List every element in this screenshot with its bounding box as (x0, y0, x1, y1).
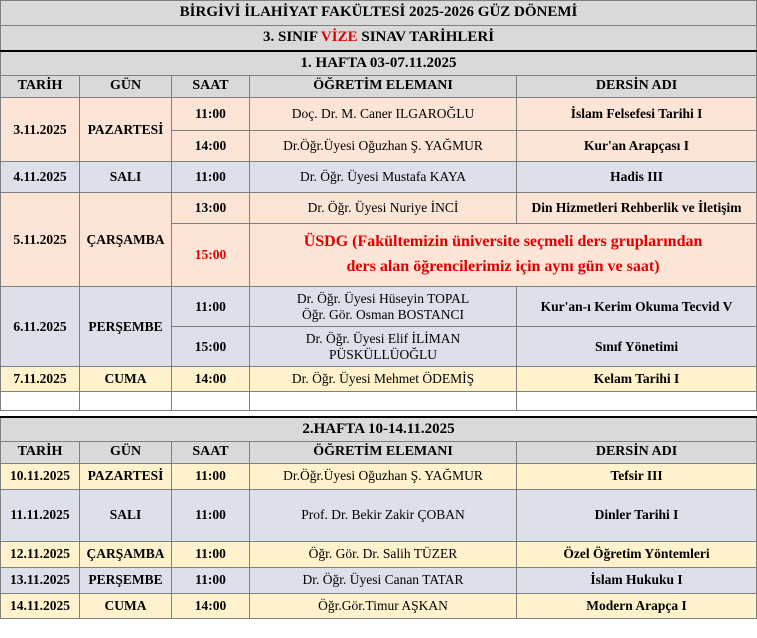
time-cell: 14:00 (172, 131, 250, 162)
time-cell: 13:00 (172, 193, 250, 224)
day-cell: PERŞEMBE (80, 287, 172, 367)
time-cell: 11:00 (172, 287, 250, 327)
table-row (1, 367, 757, 392)
day-cell: ÇARŞAMBA (80, 541, 172, 567)
course-cell: Kur'an-ı Kerim Okuma Tecvid V (517, 287, 757, 327)
instructor-cell: Dr. Öğr. Üyesi Mehmet ÖDEMİŞ (250, 367, 517, 392)
course-cell: Tefsir III (517, 463, 757, 489)
course-cell: İslam Felsefesi Tarihi I (517, 98, 757, 131)
day-cell: SALI (80, 489, 172, 541)
instructor-cell: Doç. Dr. M. Caner ILGAROĞLU (250, 98, 517, 131)
col-instructor-header: ÖĞRETİM ELEMANI (250, 76, 517, 98)
instructor-cell: Dr. Öğr. Üyesi Mustafa KAYA (250, 162, 517, 193)
table-row (1, 567, 757, 593)
time-cell: 14:00 (172, 367, 250, 392)
col-date-header: TARİH (1, 76, 80, 98)
time-cell: 11:00 (172, 98, 250, 131)
table-row (1, 463, 757, 489)
day-cell: CUMA (80, 367, 172, 392)
time-cell: 11:00 (172, 541, 250, 567)
course-cell: İslam Hukuku I (517, 567, 757, 593)
course-cell: Özel Öğretim Yöntemleri (517, 541, 757, 567)
col-instructor-header: ÖĞRETİM ELEMANI (250, 441, 517, 463)
date-cell: 12.11.2025 (1, 541, 80, 567)
day-cell: ÇARŞAMBA (80, 193, 172, 287)
time-cell: 15:00 (172, 224, 250, 287)
instructor-cell: Dr.Öğr.Üyesi Oğuzhan Ş. YAĞMUR (250, 463, 517, 489)
time-cell: 11:00 (172, 567, 250, 593)
instructor-cell: Öğr. Gör. Dr. Salih TÜZER (250, 541, 517, 567)
table-row (1, 541, 757, 567)
instructor-cell: Dr.Öğr.Üyesi Oğuzhan Ş. YAĞMUR (250, 131, 517, 162)
course-cell: Kur'an Arapçası I (517, 131, 757, 162)
col-date-header: TARİH (1, 441, 80, 463)
date-cell: 10.11.2025 (1, 463, 80, 489)
time-cell: 14:00 (172, 593, 250, 618)
time-cell: 11:00 (172, 463, 250, 489)
table-row (1, 193, 757, 224)
day-cell: SALI (80, 162, 172, 193)
header-line1: BİRGİVİ İLAHİYAT FAKÜLTESİ 2025-2026 GÜZ DÖNEMİ (1, 1, 757, 26)
col-day-header: GÜN (80, 441, 172, 463)
table-row (1, 162, 757, 193)
usdg-note-line1: ÜSDG (Fakültemizin üniversite seçmeli ders gruplarından (303, 233, 703, 251)
week2-title: 2.HAFTA 10-14.11.2025 (1, 417, 757, 441)
usdg-note-line2: ders alan öğrencilerimiz için aynı gün ve saat) (346, 258, 660, 275)
col-time-header: SAAT (172, 441, 250, 463)
course-cell: Kelam Tarihi I (517, 367, 757, 392)
day-cell: PAZARTESİ (80, 98, 172, 162)
col-time-header: SAAT (172, 76, 250, 98)
week1-title: 1. HAFTA 03-07.11.2025 (1, 51, 757, 76)
date-cell: 5.11.2025 (1, 193, 80, 287)
table-row (1, 287, 757, 327)
table-row (1, 593, 757, 618)
day-cell: PERŞEMBE (80, 567, 172, 593)
date-cell: 14.11.2025 (1, 593, 80, 618)
time-cell: 11:00 (172, 489, 250, 541)
spacer-row (1, 392, 757, 411)
course-cell: Sınıf Yönetimi (517, 327, 757, 367)
table-row (1, 98, 757, 131)
instructor-cell: Dr. Öğr. Üyesi Hüseyin TOPAL Öğr. Gör. Osman BOSTANCI (250, 287, 517, 327)
vize-label: VİZE (320, 29, 358, 46)
course-cell: Dinler Tarihi I (517, 489, 757, 541)
date-cell: 6.11.2025 (1, 287, 80, 367)
instructor-cell: Dr. Öğr. Üyesi Nuriye İNCİ (250, 193, 517, 224)
col-course-header: DERSİN ADI (517, 76, 757, 98)
date-cell: 11.11.2025 (1, 489, 80, 541)
date-cell: 7.11.2025 (1, 367, 80, 392)
date-cell: 4.11.2025 (1, 162, 80, 193)
header-line2: 3. SINIF VİZE SINAV TARİHLERİ (1, 26, 757, 51)
table-row (1, 489, 757, 541)
instructor-cell: Prof. Dr. Bekir Zakir ÇOBAN (250, 489, 517, 541)
week2-table (0, 416, 757, 619)
course-cell: Modern Arapça I (517, 593, 757, 618)
date-cell: 13.11.2025 (1, 567, 80, 593)
date-cell: 3.11.2025 (1, 98, 80, 162)
instructor-cell: Dr. Öğr. Üyesi Canan TATAR (250, 567, 517, 593)
usdg-note (250, 224, 757, 287)
instructor-cell: Öğr.Gör.Timur AŞKAN (250, 593, 517, 618)
instructor-cell: Dr. Öğr. Üyesi Elif İLİMAN PÜSKÜLLÜOĞLU (250, 327, 517, 367)
day-cell: PAZARTESİ (80, 463, 172, 489)
col-course-header: DERSİN ADI (517, 441, 757, 463)
time-cell: 15:00 (172, 327, 250, 367)
day-cell: CUMA (80, 593, 172, 618)
course-cell: Hadis III (517, 162, 757, 193)
course-cell: Din Hizmetleri Rehberlik ve İletişim (517, 193, 757, 224)
col-day-header: GÜN (80, 76, 172, 98)
time-cell: 11:00 (172, 162, 250, 193)
